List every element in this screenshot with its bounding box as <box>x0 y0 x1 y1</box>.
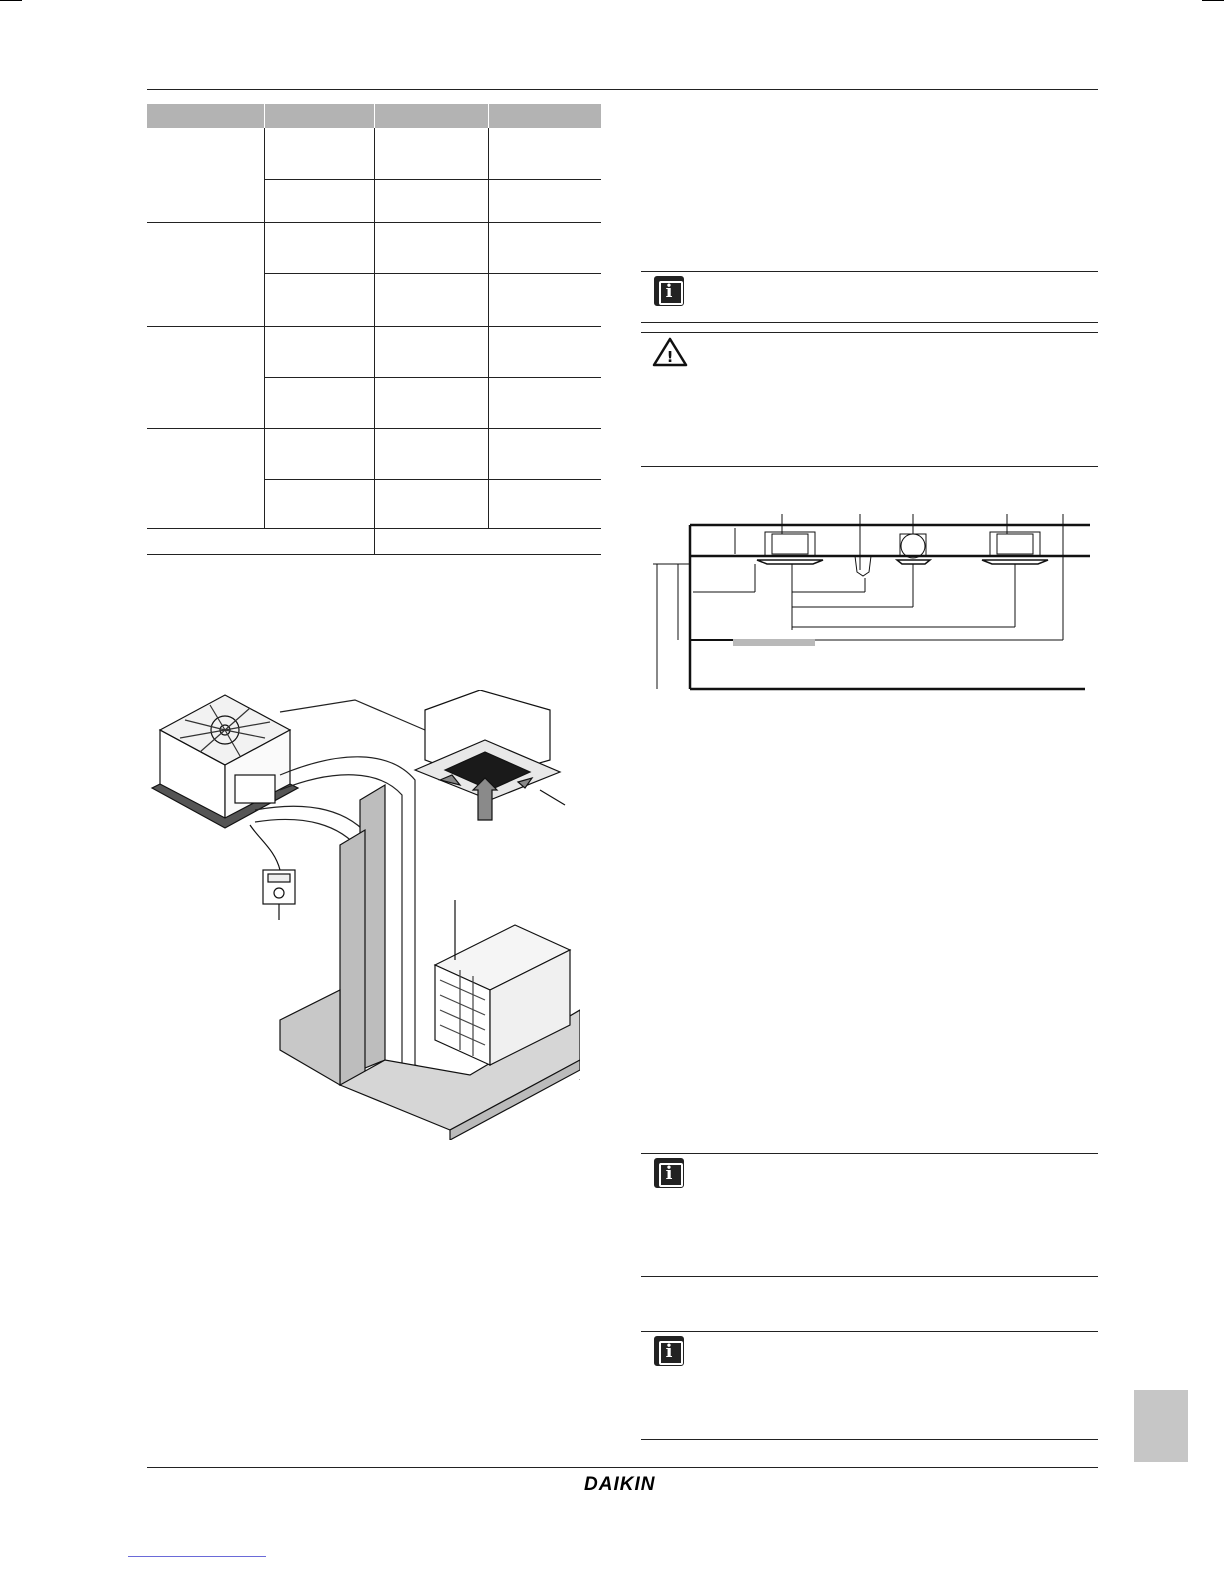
notice-rule <box>641 271 1098 272</box>
table-cell <box>264 428 374 479</box>
table-cell <box>488 326 601 377</box>
header-rule <box>147 89 1098 90</box>
table-cell <box>374 179 488 222</box>
table-cell <box>488 222 601 273</box>
table-cell <box>374 377 488 428</box>
table-header-cell <box>374 104 488 128</box>
notice-rule <box>641 332 1098 333</box>
table-group-label <box>147 428 264 528</box>
table-cell <box>488 179 601 222</box>
table-cell <box>374 128 488 179</box>
notice-rule <box>641 1439 1098 1440</box>
table-header-cell <box>147 104 264 128</box>
table-group-label <box>147 222 264 326</box>
table-cell <box>374 273 488 326</box>
bottom-link-underline[interactable] <box>128 1556 266 1557</box>
table-cell <box>488 428 601 479</box>
table-cell <box>374 222 488 273</box>
crop-mark <box>1202 0 1224 1</box>
clearance-diagram <box>645 512 1095 697</box>
table-cell <box>488 377 601 428</box>
warning-icon <box>652 337 688 367</box>
table-cell <box>488 128 601 179</box>
remote-controller <box>250 825 295 920</box>
notice-rule <box>641 1331 1098 1332</box>
table-cell <box>264 179 374 222</box>
table-cell <box>264 377 374 428</box>
indoor-unit-top-view <box>152 695 298 828</box>
table-cell <box>264 273 374 326</box>
table-header-cell <box>488 104 601 128</box>
info-icon <box>654 1336 684 1366</box>
table-row <box>147 128 601 179</box>
table-cell <box>374 428 488 479</box>
table-cell <box>264 128 374 179</box>
table-footer-row <box>147 528 601 554</box>
table-cell <box>264 326 374 377</box>
table-row <box>147 326 601 377</box>
table-cell <box>264 222 374 273</box>
indoor-unit-bottom-view <box>415 690 565 820</box>
info-glyph: i <box>665 281 673 302</box>
notice-rule <box>641 322 1098 323</box>
info-icon <box>654 1158 684 1188</box>
table-cell <box>264 479 374 528</box>
table-footer-cell <box>374 528 601 554</box>
notice-rule <box>641 1153 1098 1154</box>
installation-illustration <box>140 690 580 1140</box>
table-cell <box>374 326 488 377</box>
table-header-row <box>147 104 601 128</box>
table-group-label <box>147 326 264 428</box>
table-cell <box>374 479 488 528</box>
table-header-cell <box>264 104 374 128</box>
info-glyph: i <box>665 1163 673 1184</box>
info-icon <box>654 276 684 306</box>
warning-glyph: ! <box>666 348 674 366</box>
spec-table <box>147 104 601 555</box>
table-cell <box>488 479 601 528</box>
info-glyph: i <box>665 1341 673 1362</box>
footer-rule <box>147 1467 1098 1468</box>
table-group-label <box>147 128 264 222</box>
notice-rule <box>641 466 1098 467</box>
table-footer-cell <box>147 528 374 554</box>
table-cell <box>488 273 601 326</box>
table-row <box>147 222 601 273</box>
crop-mark <box>0 0 22 1</box>
table-row <box>147 428 601 479</box>
daikin-logo: DAIKIN <box>584 1474 656 1495</box>
chapter-tab <box>1134 1390 1188 1462</box>
notice-rule <box>641 1276 1098 1277</box>
